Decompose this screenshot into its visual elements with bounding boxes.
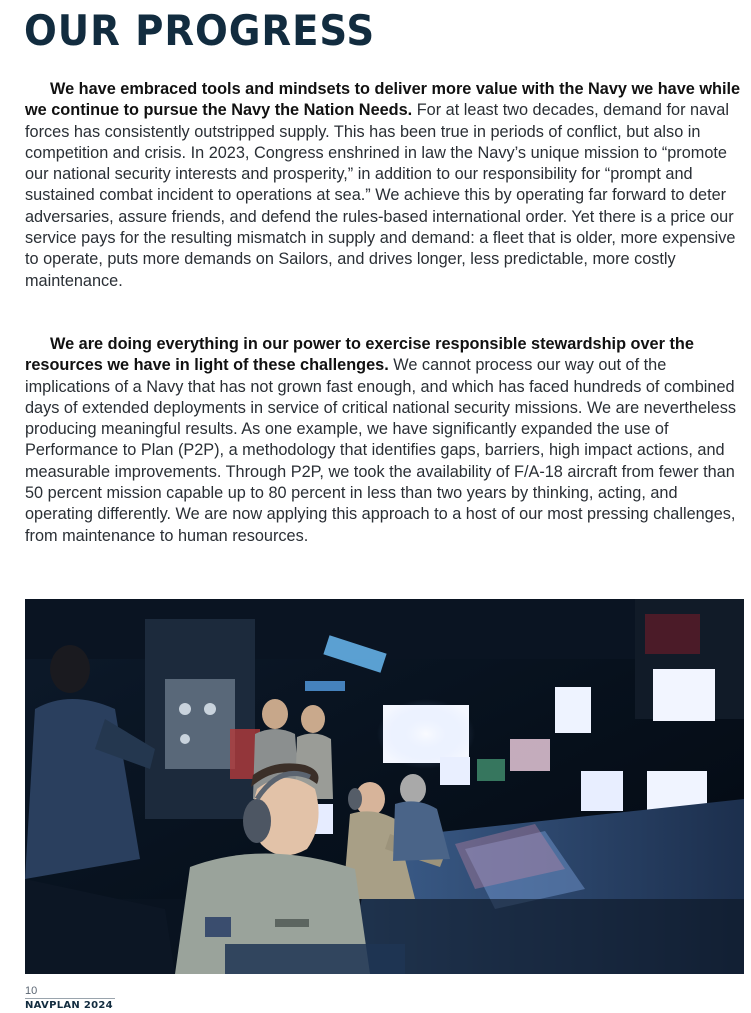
paragraph-2-body: We cannot process our way out of the implications of a Navy that has not grown fast enough, and which has faced hundreds of combined days of extended deployments in service of critical national security missions. We are nevertheless producing meaningful results. As one example, we have significantly expanded the use of Performance to Plan (P2P), a methodology that identifies gaps, barriers, high impact actions, and measurable improvements. Through P2P, we took the availability of F/A-18 aircraft from fewer than 50 percent mission capable up to 80 percent in less than two years by thinking, acting, and operating differently. We are now applying this approach to a host of our most pressing challenges, from maintenance to human resources.	[25, 356, 736, 545]
panel-knob	[179, 703, 191, 715]
page-number: 10	[25, 985, 38, 997]
body-paragraph-2	[25, 334, 743, 547]
paragraph-1-body: For at least two decades, demand for naval forces has consistently outstripped supply. This has been true in periods of conflict, but also in competition and crisis. In 2023, Congress enshrined in law the Navy’s unique mission to “promote our national security interests and prosperity,” in addition to our responsibility for “prompt and sustained combat incident to operations at sea.” We achieve this by operating far forward to deter adversaries, assure friends, and defend the rules-based international order. Yet there is a price our service pays for the resulting mismatch in supply and demand: a fleet that is older, more expensive to operate, puts more demands on Sailors, and drives longer, less predictable, more costly maintenance.	[25, 101, 736, 290]
page-title: OUR PROGRESS	[24, 6, 376, 55]
screen-right-3	[581, 771, 623, 811]
flag-patch	[205, 917, 231, 937]
combat-information-center-photo	[25, 599, 744, 974]
panel-knob-2	[204, 703, 216, 715]
screen-small-1	[440, 757, 470, 785]
sailor-bg-1-head	[262, 699, 288, 729]
screen-right-1	[555, 687, 591, 733]
headset-icon-2	[348, 788, 362, 810]
screen-right-2	[653, 669, 715, 721]
name-tape	[275, 919, 309, 927]
document-label: NAVPLAN 2024	[25, 1000, 113, 1011]
screen-green	[477, 759, 505, 781]
sailor-left-head	[50, 645, 90, 693]
paragraph-1-lead: We have embraced tools and mindsets to deliver more value with the Navy we have while we continue to pursue the Navy the Nation Needs.	[25, 80, 741, 120]
foreground-console	[225, 944, 405, 974]
panel-knob-3	[180, 734, 190, 744]
screen-small-pink	[510, 739, 550, 771]
body-paragraph-1	[25, 79, 743, 292]
ceiling-light-2	[305, 681, 345, 691]
red-display	[645, 614, 700, 654]
paragraph-2-lead: We are doing everything in our power to exercise responsible stewardship over the resources we have in light of these challenges.	[25, 335, 694, 375]
headset-icon	[243, 799, 271, 843]
photo-illustration	[25, 599, 744, 974]
page-footer	[25, 985, 115, 1012]
sailor-bg-2-head	[301, 705, 325, 733]
sailor-right-head	[400, 774, 426, 804]
equipment-panel	[165, 679, 235, 769]
